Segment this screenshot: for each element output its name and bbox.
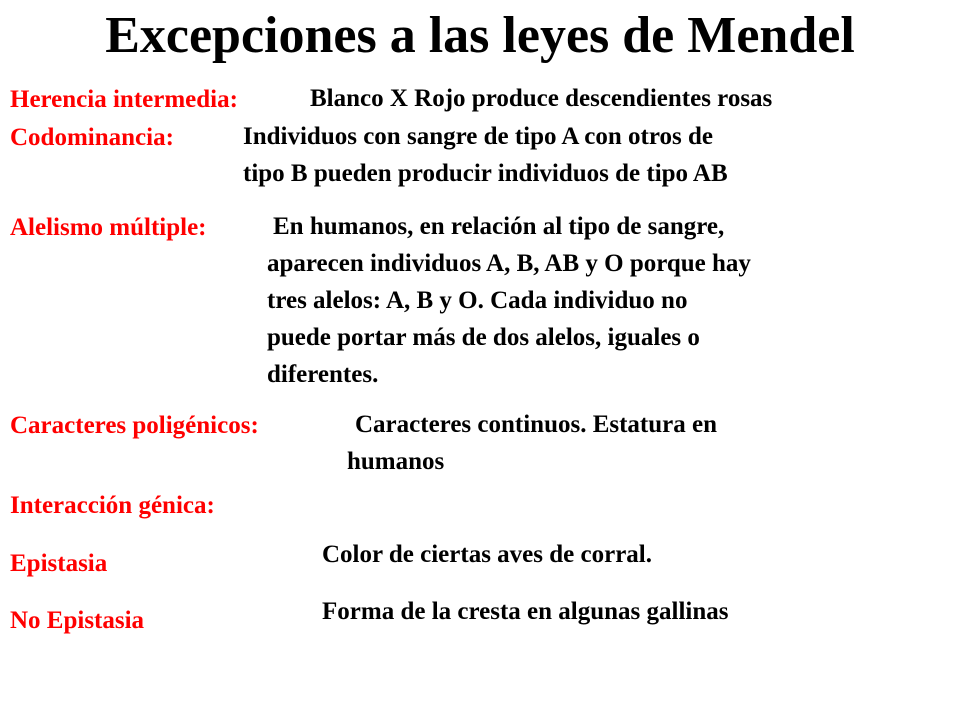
desc-line: tipo B pueden producir individuos de tipo AB [243,160,728,187]
desc-line: Forma de la cresta en algunas gallinas [322,598,729,625]
desc-line: puede portar más de dos alelos, iguales o [267,324,700,351]
desc-line: diferentes. [267,361,379,388]
slide-title: Excepciones a las leyes de Mendel [105,7,855,64]
term-epistasia: Epistasia [10,550,108,577]
desc-alelismo-multiple [267,208,751,393]
desc-line: Blanco X Rojo produce descendientes rosas [310,85,773,112]
term-codominancia: Codominancia: [10,124,174,151]
term-herencia-intermedia: Herencia intermedia: [10,86,238,113]
desc-line: humanos [347,448,445,475]
desc-line: aparecen individuos A, B, AB y O porque hay [267,250,751,277]
desc-codominancia [243,118,728,192]
desc-line: Caracteres continuos. Estatura en [355,411,717,438]
term-caracteres-poligenicos: Caracteres poligénicos: [10,412,259,439]
desc-line: tres alelos: A, B y O. Cada individuo no [267,287,688,314]
desc-epistasia [322,536,652,573]
desc-caracteres-poligenicos [347,406,717,480]
term-interaccion-genica: Interacción génica: [10,492,215,519]
desc-herencia-intermedia [310,80,772,117]
desc-line: Color de ciertas aves de corral. [322,541,652,568]
desc-line: En humanos, en relación al tipo de sangre, [273,213,725,240]
term-alelismo-multiple: Alelismo múltiple: [10,214,207,241]
desc-no-epistasia [322,593,728,630]
term-no-epistasia: No Epistasia [10,607,145,634]
desc-line: Individuos con sangre de tipo A con otros de [243,123,714,150]
